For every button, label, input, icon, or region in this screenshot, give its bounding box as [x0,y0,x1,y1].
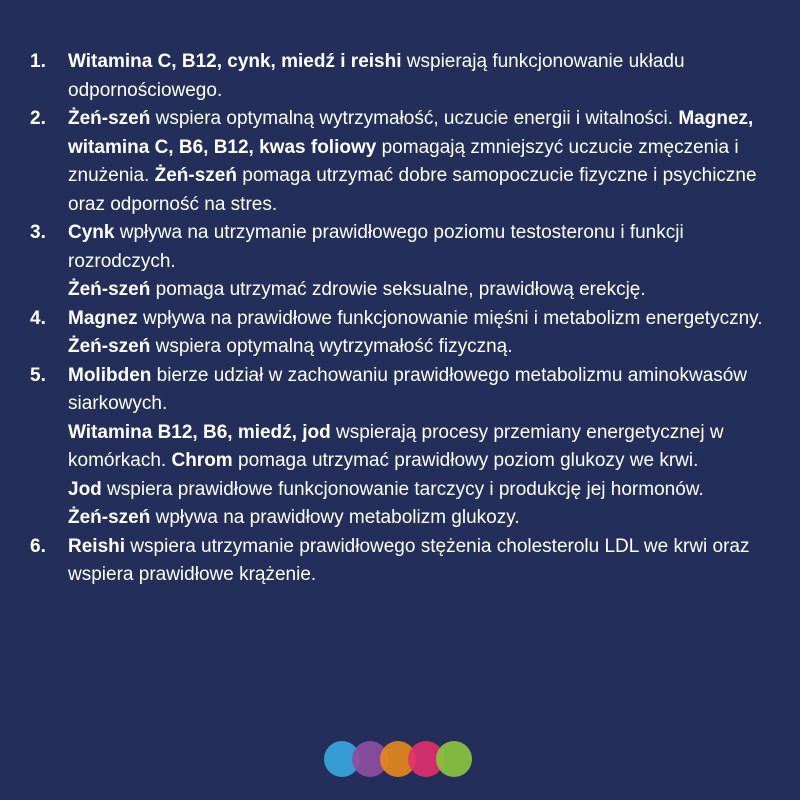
list-item-paragraph [68,533,768,590]
bold-ingredient-text: Żeń-szeń [154,165,237,186]
bold-ingredient-text: Żeń-szeń [68,279,151,300]
list-item-body [68,219,768,305]
description-text: wspiera optymalną wytrzymałość fizyczną. [150,336,513,357]
list-item-body [68,362,768,533]
description-text: bierze udział w zachowaniu prawidłowego metabolizmu aminokwasów siarkowych. [68,364,748,414]
bold-ingredient-text: Reishi [68,535,126,557]
bold-ingredient-text: Witamina C, B12, cynk, miedź i reishi [68,51,402,72]
description-text: pomagają zmniejszyć uczucie zmęczenia i znużenia. [68,136,739,186]
bold-ingredient-text: Molibden [68,364,152,386]
description-text: wspiera optymalną wytrzymałość, uczucie energii i witalności. [150,108,679,129]
bold-ingredient-text: Żeń-szeń [68,507,151,528]
description-text: pomaga utrzymać prawidłowy poziom glukozy we krwi. [232,450,699,471]
bold-ingredient-text: Magnez [68,307,138,329]
description-text: wspiera prawidłowe funkcjonowanie tarczycy i produkcję jej hormonów. [101,478,704,500]
list-item [30,219,770,305]
logo-dot-icon [436,741,472,777]
list-item-number: 2. [30,108,46,129]
list-item-body [68,48,768,105]
list-item-number: 1. [30,51,46,72]
list-item-body [68,533,768,590]
list-item-paragraph [68,362,768,419]
bold-ingredient-text: Magnez, witamina C, B6, B12, kwas foliowy [68,108,754,158]
list-item-body [68,105,768,219]
description-text: wspierają funkcjonowanie układu odpornościowego. [68,51,685,101]
bold-ingredient-text: Cynk [68,222,115,243]
bold-ingredient-text: Żeń-szeń [68,108,151,129]
bold-ingredient-text: Witamina B12, B6, miedź, jod [68,421,331,443]
list-item-paragraph [68,219,768,276]
list-item [30,305,770,362]
list-item-body [68,305,768,362]
description-text: wspiera utrzymanie prawidłowego stężenia cholesterolu LDL we krwi oraz wspiera prawidłowe krążenie. [68,535,750,585]
list-item-paragraph [68,504,768,533]
list-item-number: 3. [30,222,46,243]
list-item-number: 5. [30,364,46,386]
list-item-paragraph [68,333,768,362]
list-item-number: 6. [30,535,46,557]
list-item [30,362,770,533]
description-text: wspierają procesy przemiany energetycznej w komórkach. [68,421,724,471]
list-item-number: 4. [30,307,46,329]
list-item-paragraph [68,305,768,334]
bold-ingredient-text: Jod [68,478,102,500]
description-text: wpływa na prawidłowy metabolizm glukozy. [150,507,520,528]
bold-ingredient-text: Chrom [171,450,233,471]
list-item [30,533,770,590]
description-text: wpływa na prawidłowe funkcjonowanie mięśni i metabolizm energetyczny. [137,307,763,329]
description-text: pomaga utrzymać dobre samopoczucie fizyczne i psychiczne oraz odporność na stres. [68,165,757,215]
list-item-paragraph [68,105,768,219]
description-text: wpływa na utrzymanie prawidłowego poziomu testosteronu i funkcji rozrodczych. [68,222,684,272]
bold-ingredient-text: Żeń-szeń [68,336,151,357]
list-item [30,105,770,219]
description-text: pomaga utrzymać zdrowie seksualne, prawidłową erekcję. [150,279,646,300]
list-item-paragraph [68,48,768,105]
colored-dots-logo-icon [324,741,474,777]
list-item-paragraph [68,476,768,505]
benefits-list [0,48,800,590]
list-item-paragraph [68,276,768,305]
list-item-paragraph [68,419,768,476]
list-item [30,48,770,105]
